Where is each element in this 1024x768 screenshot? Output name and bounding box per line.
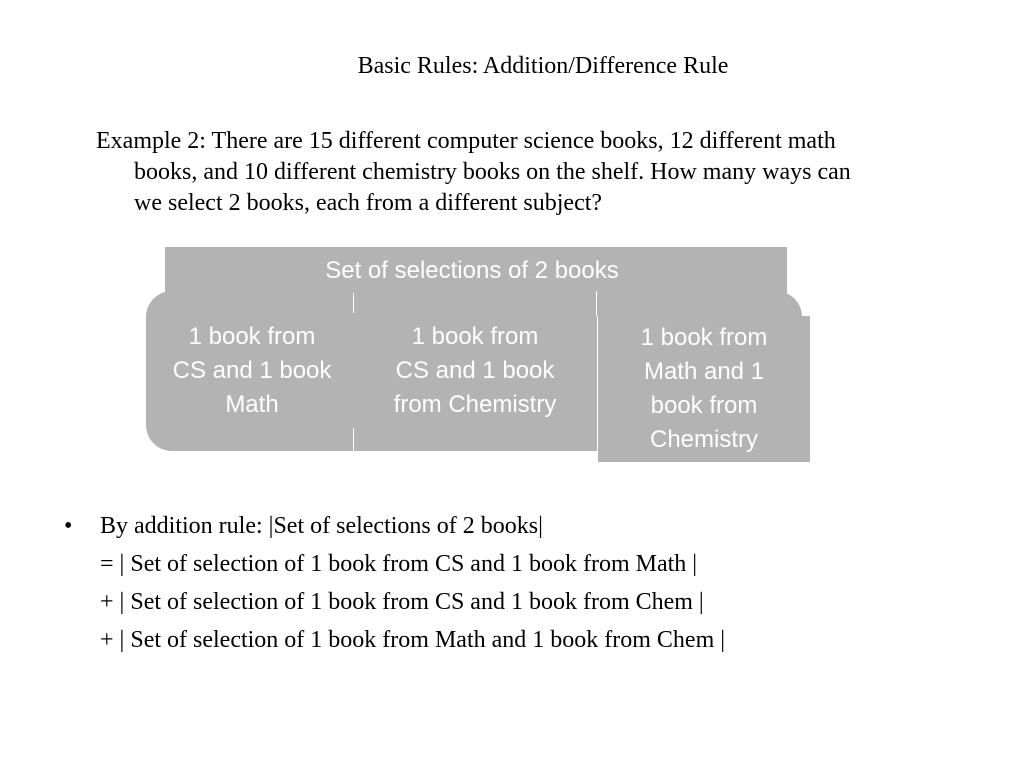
bullet-continuation: [64, 621, 725, 659]
subset-box-math-chemistry: [597, 316, 810, 462]
example-line: we select 2 books, each from a different subject?: [134, 190, 603, 216]
diagram-header: [165, 247, 787, 295]
bullet-text: + | Set of selection of 1 book from CS and 1 book from Chem |: [100, 589, 704, 615]
bullet-text: By addition rule: |Set of selections of 2 books|: [100, 513, 543, 539]
bullet-list: [64, 507, 725, 659]
bullet-text: + | Set of selection of 1 book from Math and 1 book from Chem |: [100, 627, 726, 653]
bullet-marker: •: [64, 513, 73, 539]
box-line: from Chemistry: [393, 391, 557, 418]
slide-title: Basic Rules: Addition/Difference Rule: [357, 53, 729, 79]
bullet-item: [64, 507, 725, 545]
diagram-divider: [596, 291, 597, 316]
diagram-header-label: Set of selections of 2 books: [325, 257, 619, 284]
diagram-divider: [353, 428, 354, 451]
subset-box-cs-math: [146, 320, 358, 422]
box-line: CS and 1 book: [395, 357, 555, 384]
example-line: Example 2: There are 15 different computer science books, 12 different math: [96, 128, 836, 154]
example-paragraph: [96, 126, 1006, 219]
box-line: 1 book from: [188, 323, 316, 350]
bullet-continuation: [64, 545, 725, 583]
box-line: 1 book from: [640, 324, 768, 351]
bullet-continuation: [64, 583, 725, 621]
bullet-text: = | Set of selection of 1 book from CS and 1 book from Math |: [100, 551, 698, 577]
example-line: books, and 10 different chemistry books on the shelf. How many ways can: [134, 159, 851, 185]
box-line: CS and 1 book: [172, 357, 332, 384]
box-line: Chemistry: [649, 426, 758, 453]
box-line: book from: [650, 392, 758, 419]
box-line: Math: [225, 391, 279, 418]
subset-box-cs-chemistry: [363, 320, 587, 422]
box-line: Math and 1: [643, 358, 765, 385]
diagram-divider: [353, 293, 354, 313]
box-line: 1 book from: [411, 323, 539, 350]
